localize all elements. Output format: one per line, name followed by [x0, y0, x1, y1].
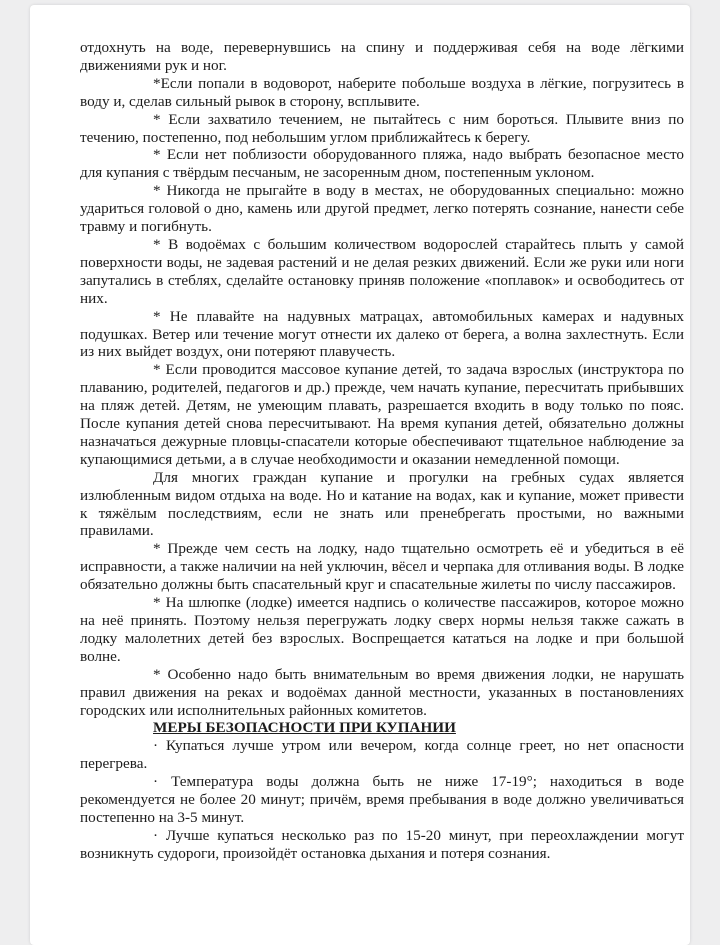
paragraph-boat-inspection: * Прежде чем сесть на лодку, надо тщательно осмотреть её и убедиться в её исправности, а также наличии на ней уключин, вёсел и черпака для отливания воды. В лодке обязательно должны быть спасательный круг и спасательные жилеты по числу пассажиров. — [80, 540, 684, 594]
paragraph-whirlpool: *Если попали в водоворот, наберите побольше воздуха в лёгкие, погрузитесь в воду и, сделав сильный рывок в сторону, всплывите. — [80, 74, 684, 110]
safety-item-duration: · Лучше купаться несколько раз по 15-20 минут, при переохлаждении могут возникнуть судороги, произойдёт остановка дыхания и потеря сознания. — [80, 826, 684, 862]
paragraph-boat-traffic: * Особенно надо быть внимательным во время движения лодки, не нарушать правил движения на реках и водоёмах данной местности, указанных в постановлениях городских или исполнительных районных комитетов. — [80, 665, 684, 719]
safety-item-water-temperature: · Температура воды должна быть не ниже 17-19°; находиться в воде рекомендуется не более 20 минут; причём, время пребывания в воде должно увеличиваться постепенно на 3-5 минут. — [80, 773, 684, 826]
paragraph-inflatables: * Не плавайте на надувных матрацах, автомобильных камерах и надувных подушках. Ветер или течение могут отнести их далеко от берега, а волна захлестнуть. Если из них выйдет воздух, они потеряют плавучесть. — [80, 307, 684, 361]
paragraph-beach-choice: * Если нет поблизости оборудованного пляжа, надо выбрать безопасное место для купания с твёрдым песчаным, не засоренным дном, постепенным уклоном. — [80, 146, 684, 182]
paragraph-rowing-boats: Для многих граждан купание и прогулки на гребных судах является излюбленным видом отдыха на воде. Но и катание на водах, как и купание, может привести к тяжёлым последствиям, если не знать или пренебрегать простыми, но важными правилами. — [80, 468, 684, 540]
paragraph-algae: * В водоёмах с большим количеством водорослей старайтесь плыть у самой поверхности воды, не задевая растений и не делая резких движений. Если же руки или ноги запутались в стеблях, сделайте остановку приняв положение «поплавок» и освободитесь от них. — [80, 235, 684, 307]
document-body — [80, 39, 684, 863]
paragraph-children-bathing: * Если проводится массовое купание детей, то задача взрослых (инструктора по плаванию, родителей, педагогов и др.) прежде, чем начать купание, пересчитать прибывших на пляж детей. Детям, не умеющим плавать, разрешается входить в воду только по пояс. После купания детей снова пересчитывают. На время купания детей, обязательно должны назначаться дежурные пловцы-спасатели которые обеспечивают тщательное наблюдение за купающимися детьми, а в случае необходимости и оказании немедленной помощи. — [80, 361, 684, 468]
section-heading-safety: МЕРЫ БЕЗОПАСНОСТИ ПРИ КУПАНИИ — [153, 719, 456, 737]
paragraph-no-jumping: * Никогда не прыгайте в воду в местах, не оборудованных специально: можно удариться головой о дно, камень или другой предмет, легко потерять сознание, нанести себе травму и погибнуть. — [80, 182, 684, 236]
safety-item-time-of-day: · Купаться лучше утром или вечером, когда солнце греет, но нет опасности перегрева. — [80, 737, 684, 773]
paragraph-current: * Если захватило течением, не пытайтесь с ним бороться. Плывите вниз по течению, постепенно, под небольшим углом приближайтесь к берегу. — [80, 110, 684, 146]
paragraph-continuation: отдохнуть на воде, перевернувшись на спину и поддерживая себя на воде лёгкими движениями рук и ног. — [80, 39, 684, 74]
document-page — [30, 5, 690, 945]
paragraph-boat-capacity: * На шлюпке (лодке) имеется надпись о количестве пассажиров, которое можно на неё принять. Поэтому нельзя перегружать лодку сверх нормы нельзя также сажать в лодку малолетних детей без взрослых. Воспрещается кататься на лодке и при большой волне. — [80, 594, 684, 665]
